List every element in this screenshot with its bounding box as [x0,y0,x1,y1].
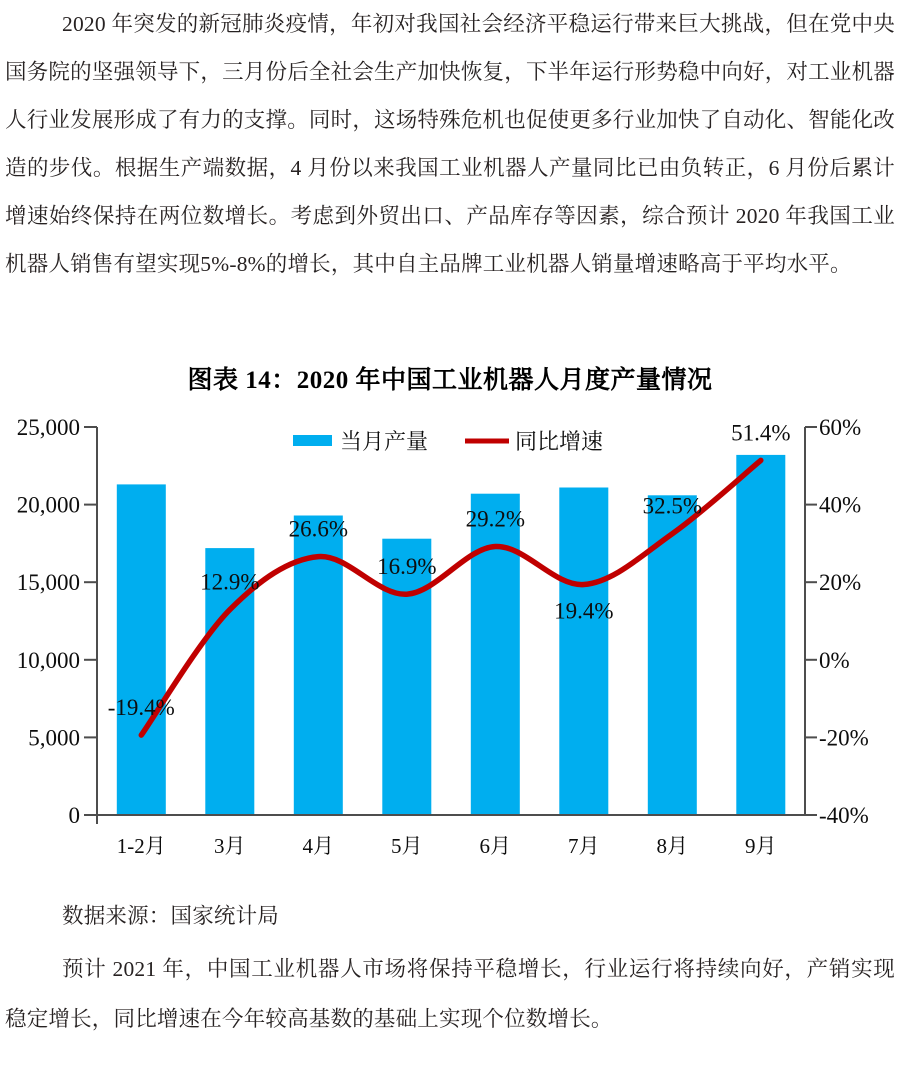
growth-data-label: 26.6% [288,516,349,542]
legend-bar-label: 当月产量 [340,429,429,454]
x-axis-label: 1-2月 [116,834,166,858]
left-axis-label: 5,000 [28,725,80,751]
right-axis-label: -20% [819,725,869,751]
legend-bar-swatch [293,435,332,446]
growth-data-label: -19.4% [107,695,175,721]
growth-data-label: 51.4% [731,420,791,446]
intro-paragraph: 2020 年突发的新冠肺炎疫情，年初对我国社会经济平稳运行带来巨大挑战，但在党中央国务院的坚强领导下，三月份后全社会生产加快恢复，下半年运行形势稳中向好，对工业机器人行业发展形成了有力的支撑。同时，这场特殊危机也促使更多行业加快了自动化、智能化改造的步伐。根据生产端数据，4 月份以来我国工业机器人产量同比已由负转正，6 月份后累计增速始终保持在两位数增长。考虑到外贸出口、产品库存等因素，综合预计 2020 年我国工业机器人销售有望实现5%-8%的增长，其中自主品牌工业机器人销量增速略高于平均水平。 [5,12,895,276]
right-axis-label: 20% [819,570,862,596]
x-axis-label: 7月 [568,834,600,858]
bar-9月 [736,455,785,815]
growth-data-label: 29.2% [465,506,526,532]
x-axis-label: 3月 [214,834,246,858]
right-axis-label: 40% [819,492,862,518]
outlook-paragraph: 预计 2021 年，中国工业机器人市场将保持平稳增长，行业运行将持续向好，产销实现稳定增长，同比增速在今年较高基数的基础上实现个位数增长。 [5,957,895,1031]
left-axis-label: 20,000 [16,492,80,518]
x-axis-label: 4月 [302,834,335,858]
x-axis-label: 6月 [479,834,512,858]
bar-7月 [559,488,608,816]
growth-data-label: 19.4% [554,598,614,624]
bar-1-2月 [117,484,166,815]
bar-5月 [382,539,431,815]
right-axis-label: 0% [819,647,850,673]
growth-data-label: 32.5% [642,493,703,519]
growth-data-label: 16.9% [377,554,437,580]
left-axis-label: 0 [68,803,80,828]
x-axis-label: 5月 [391,834,423,858]
right-axis-label: 60% [819,415,862,440]
growth-data-label: 12.9% [200,569,260,595]
data-source: 数据来源：国家统计局 [62,904,280,928]
figure-chart-area [0,403,900,866]
x-axis-label: 9月 [745,834,777,858]
right-axis-label: -40% [819,803,869,828]
left-axis-label: 10,000 [16,647,80,673]
figure-title: 图表 14：2020 年中国工业机器人月度产量情况 [187,367,713,394]
left-axis-label: 15,000 [16,570,80,596]
legend-line-label: 同比增速 [515,429,604,454]
left-axis-label: 25,000 [16,415,80,440]
x-axis-label: 8月 [656,834,689,858]
production-chart [0,403,900,866]
bar-6月 [471,494,520,815]
